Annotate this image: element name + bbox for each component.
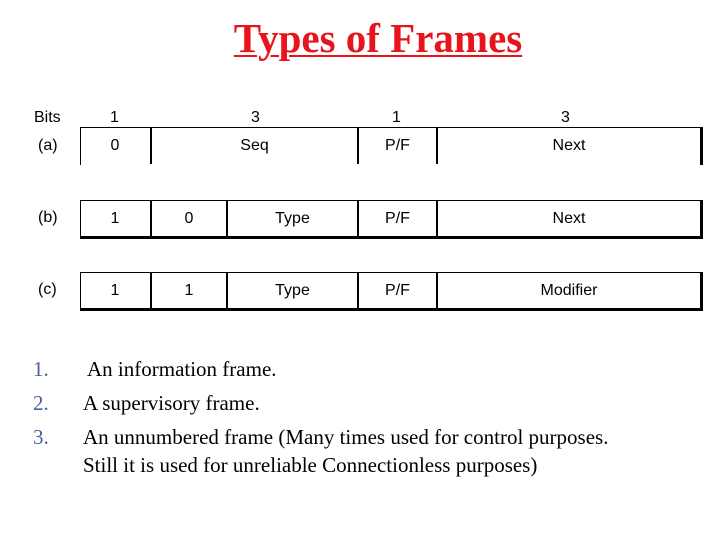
frame-a-label: (a)	[38, 137, 58, 154]
frame-a-cell-seq: Seq	[240, 136, 269, 154]
frame-c-cell-type: Type	[275, 281, 310, 299]
list-text: An unnumbered frame (Many times used for control purposes.	[83, 425, 609, 449]
bits-width-seq: 3	[251, 109, 260, 126]
bits-width-control-bit: 1	[110, 109, 119, 126]
unnumbered-frame-format	[80, 272, 701, 309]
frame-types-list	[33, 357, 713, 487]
list-item	[33, 425, 713, 487]
list-text: An information frame.	[87, 357, 277, 381]
frame-b-cell-next: Next	[552, 209, 586, 227]
frame-b-cell-type: Type	[275, 209, 310, 227]
list-text-continuation: Still it is used for unreliable Connectionless purposes)	[83, 453, 538, 477]
frame-c-cell-bit-1: 1	[110, 281, 120, 299]
frame-a-cell-next: Next	[552, 136, 586, 154]
frame-c-cell-modifier: Modifier	[540, 281, 598, 299]
frame-c-cell-bit-2: 1	[184, 281, 194, 299]
frame-a-cell-pf: P/F	[385, 136, 410, 154]
supervisory-frame-format	[80, 200, 701, 237]
page-title: Types of Frames	[233, 15, 523, 61]
list-item	[33, 357, 713, 391]
bits-width-pf: 1	[392, 109, 401, 126]
frame-c-cell-pf: P/F	[385, 281, 410, 299]
frame-b-cell-pf: P/F	[385, 209, 410, 227]
frame-b-label: (b)	[38, 209, 58, 226]
bits-width-next: 3	[561, 109, 570, 126]
list-text: A supervisory frame.	[83, 391, 260, 415]
frame-b-cell-bit-2: 0	[184, 209, 194, 227]
list-number: 3.	[33, 425, 49, 449]
frame-c-label: (c)	[38, 281, 57, 298]
information-frame-format	[80, 127, 701, 164]
frame-a-cell-bit: 0	[110, 136, 120, 154]
list-number: 1.	[33, 357, 49, 381]
frame-b-cell-bit-1: 1	[110, 209, 120, 227]
bits-header-label: Bits	[34, 109, 61, 126]
list-item	[33, 391, 713, 425]
list-number: 2.	[33, 391, 49, 415]
